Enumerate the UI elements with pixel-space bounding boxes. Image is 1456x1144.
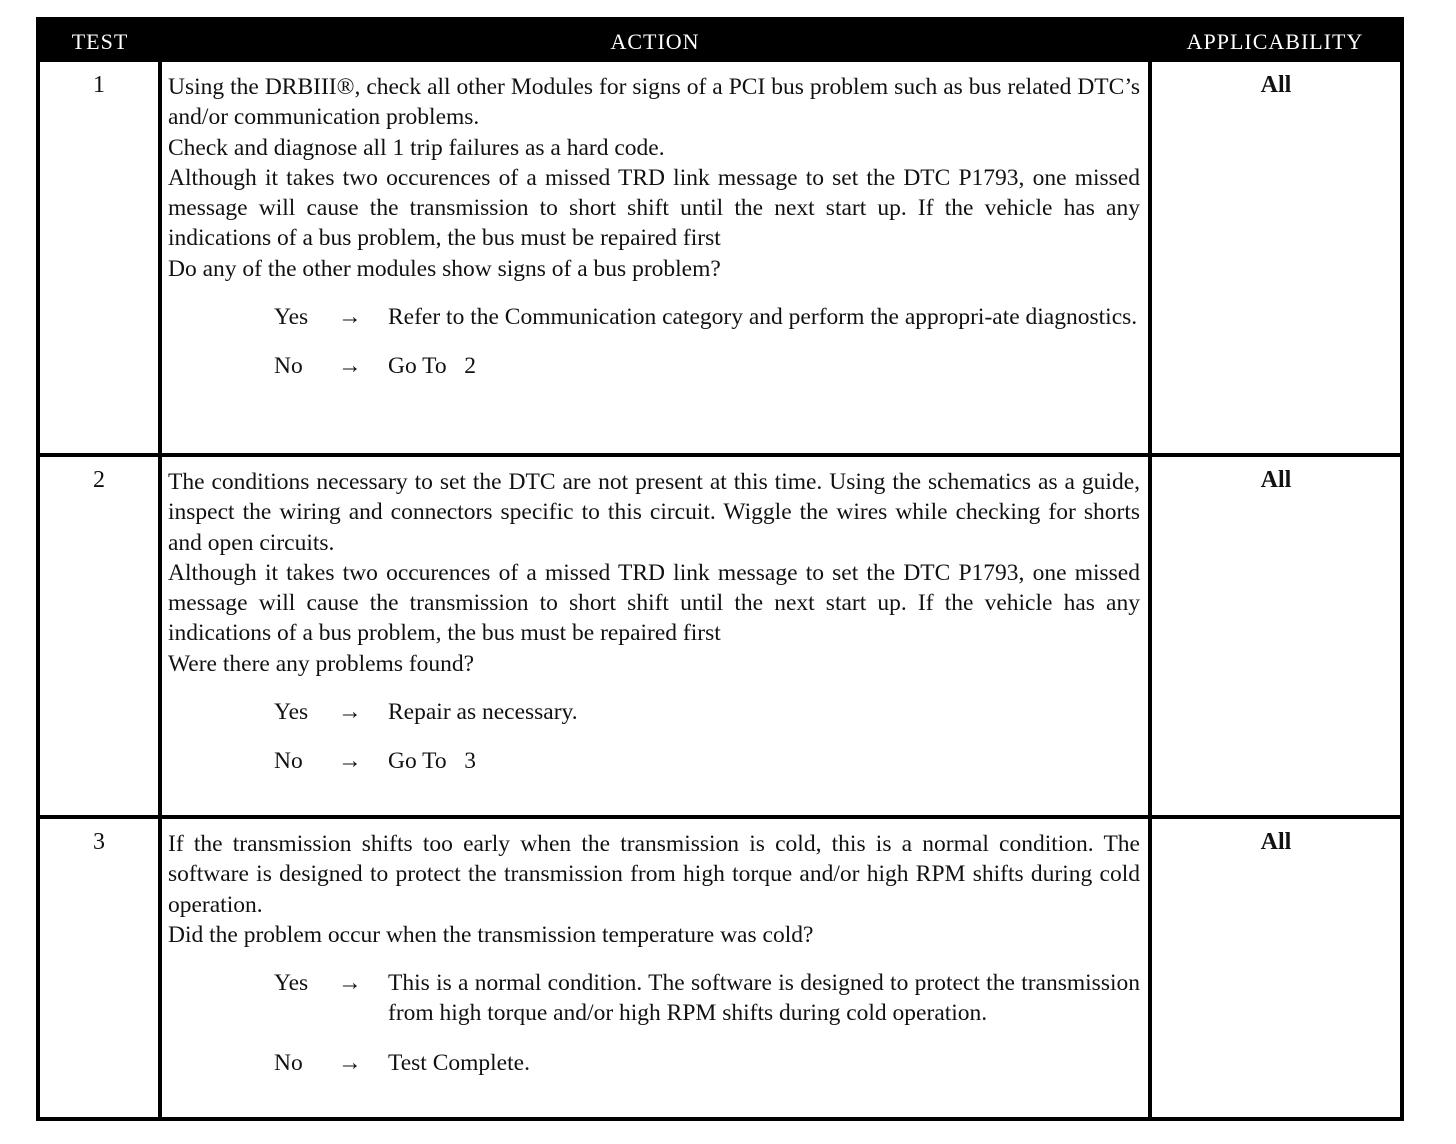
arrow-icon: → [338,699,362,726]
answers [168,302,1140,382]
applicability-value: All [1260,72,1292,98]
yes-text: Repair as necessary. [388,699,578,726]
yes-answer [168,968,1140,1029]
arrow-icon: → [338,304,362,331]
no-text: Test Complete. [388,1049,530,1076]
action-paragraph: If the transmission shifts too early when the transmission is cold, this is a normal condition. The software is designed to protect the transmission from high torque and/or high RPM shifts during cold operation. [168,831,1140,918]
arrow-icon: → [338,970,362,997]
action-paragraph: Do any of the other modules show signs of a bus problem? [168,255,721,282]
answers [168,968,1140,1078]
action-cell [162,62,1152,453]
action-paragraph: Although it takes two occurences of a missed TRD link message to set the DTC P1793, one missed message will cause the transmission to short shift until the next start up. If the vehicle has any indications of a bus problem, the bus must be repaired first [168,164,1140,252]
no-label: No [274,1049,303,1076]
no-answer [168,1048,1140,1078]
no-label: No [274,748,303,775]
arrow-icon: → [338,353,362,380]
arrow-icon: → [338,1049,362,1076]
applicability-value: All [1260,829,1292,855]
applicability-value: All [1260,467,1292,493]
arrow-icon: → [338,748,362,775]
test-number: 1 [40,62,162,453]
action-cell [162,819,1152,1117]
no-answer [168,351,1140,381]
no-label: No [274,353,303,380]
action-paragraph: Check and diagnose all 1 trip failures as a hard code. [168,134,665,161]
action-paragraph: The conditions necessary to set the DTC are not present at this time. Using the schematics as a guide, inspect the wiring and connectors specific to this circuit. Wiggle the wires while checking for shorts and open circuits. [168,469,1140,556]
header-test: TEST [71,29,129,54]
test-number: 3 [40,819,162,1117]
table-header [40,21,1400,62]
no-answer [168,746,1140,776]
table-row [40,62,1400,453]
header-applicability: APPLICABILITY [1186,29,1364,54]
action-paragraph: Did the problem occur when the transmission temperature was cold? [168,921,814,948]
yes-answer [168,302,1140,332]
action-paragraph: Were there any problems found? [168,650,475,677]
test-number: 2 [40,457,162,815]
yes-label: Yes [274,304,309,331]
yes-label: Yes [274,699,309,726]
no-text: Go To 3 [388,748,477,775]
yes-text: Refer to the Communication category and perform the appropri-ate diagnostics. [388,304,1138,331]
table-row [40,453,1400,815]
yes-label: Yes [274,970,309,997]
action-paragraph: Using the DRBIII®, check all other Modules for signs of a PCI bus problem such as bus related DTC’s and/or communication problems. [168,74,1140,131]
yes-text: This is a normal condition. The software is designed to protect the transmission from high torque and/or high RPM shifts during cold operation. [388,970,1140,1027]
header-action: ACTION [610,29,700,54]
diagnostic-table [36,17,1404,1121]
action-paragraph: Although it takes two occurences of a missed TRD link message to set the DTC P1793, one missed message will cause the transmission to short shift until the next start up. If the vehicle has any indications of a bus problem, the bus must be repaired first [168,559,1140,647]
table-row [40,815,1400,1117]
answers [168,697,1140,777]
no-text: Go To 2 [388,353,477,380]
action-cell [162,457,1152,815]
yes-answer [168,697,1140,727]
